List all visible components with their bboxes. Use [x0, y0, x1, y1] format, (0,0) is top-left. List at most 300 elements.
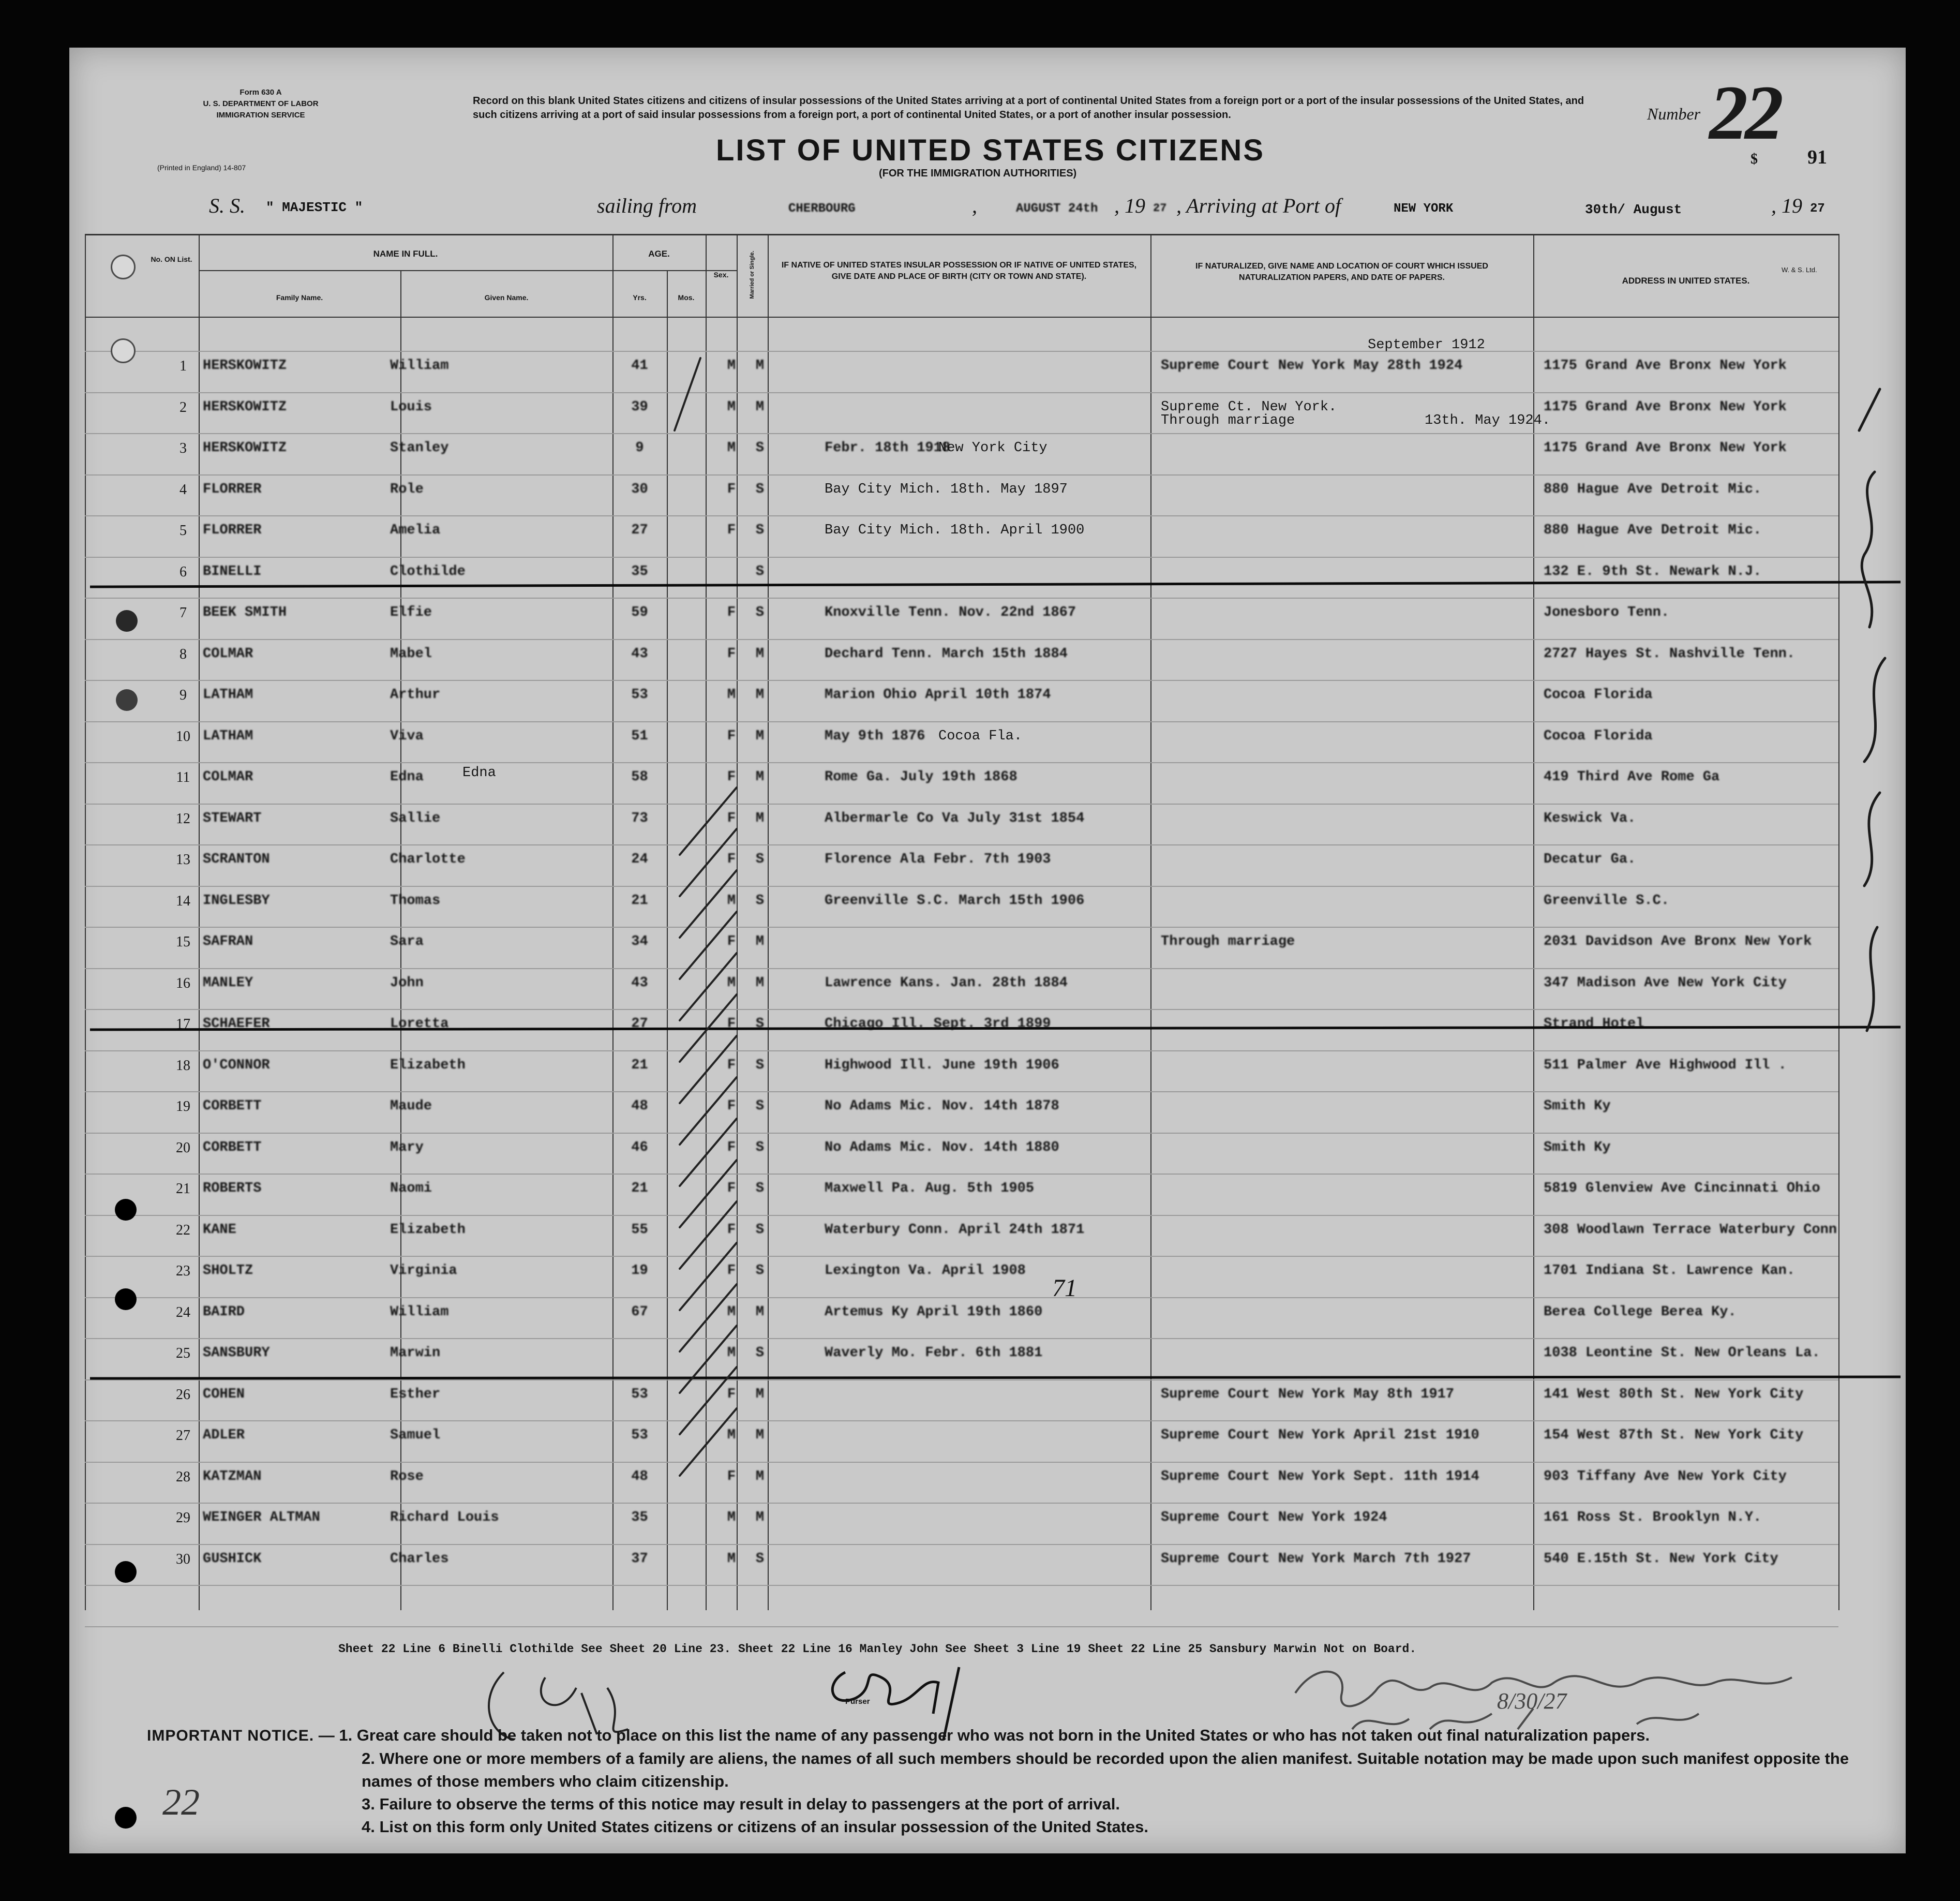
given-name: Viva: [390, 728, 424, 744]
address: 308 Woodlawn Terrace Waterbury Conn: [1544, 1222, 1837, 1238]
married-or-single: S: [755, 1263, 765, 1279]
married-or-single: S: [755, 1016, 765, 1032]
row-number: 23: [176, 1263, 190, 1279]
record-instructions: Record on this blank United States citizens and citizens of insular possessions of the United States arriving at a port of continental United States from a foreign port or a port of the insular possessions of the United States, and such citizens arriving at a port of said insular possessions from a foreign port, a port of continental United States, or a port of another insular possession.: [473, 95, 1584, 121]
arriving-label: , Arriving at Port of: [1176, 194, 1341, 217]
birth-info: No Adams Mic. Nov. 14th 1880: [825, 1139, 1059, 1155]
table-row: [69, 1498, 1906, 1539]
sex: F: [727, 1222, 736, 1238]
given-name: Samuel: [390, 1428, 441, 1443]
family-name: LATHAM: [203, 687, 253, 703]
married-or-single: S: [755, 1139, 765, 1155]
age-years: 39: [631, 399, 648, 415]
row-number: 12: [176, 810, 190, 827]
birth-info: Dechard Tenn. March 15th 1884: [825, 646, 1068, 662]
family-name: KANE: [203, 1222, 236, 1238]
row-grid-line: [85, 1626, 1838, 1627]
row-number: 10: [176, 728, 190, 745]
family-name: KATZMAN: [203, 1468, 262, 1484]
address: 154 West 87th St. New York City: [1544, 1428, 1804, 1443]
table-row: [69, 799, 1906, 840]
table-row: [69, 758, 1906, 799]
row-number: 17: [176, 1016, 190, 1032]
punch-hole-4: [116, 689, 138, 711]
sex: F: [727, 810, 736, 826]
header-bottom-rule: [85, 317, 1838, 318]
birth-info: Waterbury Conn. April 24th 1871: [825, 1222, 1085, 1238]
sex: F: [727, 1468, 736, 1484]
row-number: 8: [179, 646, 187, 662]
printer-mark: W. & S. Ltd.: [1782, 266, 1817, 274]
row-number: 5: [179, 523, 187, 539]
family-name: FLORRER: [203, 481, 262, 497]
address: 347 Madison Ave New York City: [1544, 975, 1787, 991]
married-or-single: S: [755, 523, 765, 538]
row22-annotation: 71: [1052, 1274, 1077, 1302]
given-name: Mabel: [390, 646, 432, 662]
naturalization-info: Supreme Ct. New York.: [1161, 399, 1337, 415]
birth-info: Lexington Va. April 1908: [825, 1263, 1026, 1279]
address: Berea College Berea Ky.: [1544, 1304, 1737, 1320]
sex: M: [727, 440, 736, 456]
sex: F: [727, 646, 736, 662]
address: 141 West 80th St. New York City: [1544, 1386, 1804, 1402]
row-number: 13: [176, 852, 190, 868]
birth-info: Highwood Ill. June 19th 1906: [825, 1057, 1059, 1073]
given-name: Amelia: [390, 523, 441, 538]
sex: F: [727, 523, 736, 538]
row-number: 3: [179, 440, 187, 456]
family-name: COLMAR: [203, 646, 253, 662]
address: 419 Third Ave Rome Ga: [1544, 769, 1720, 785]
table-row: [69, 676, 1906, 717]
given-name: Arthur: [390, 687, 441, 703]
col-header-address: ADDRESS IN UNITED STATES.: [1622, 276, 1750, 286]
punch-hole-6: [115, 1288, 137, 1310]
purser-label: Purser: [845, 1697, 870, 1706]
age-years: 21: [631, 893, 648, 909]
notice-item-2: 2. Where one or more members of a family are aliens, the names of all such members should be recorded upon the alien manifest. Suitable notation may be made upon such manifest opposite the names of those members who claim citizenship.: [362, 1749, 1849, 1790]
married-or-single: M: [755, 975, 765, 991]
row-number: 24: [176, 1304, 190, 1320]
age-years: 9: [635, 440, 644, 456]
table-row: [69, 1458, 1906, 1498]
given-name: Naomi: [390, 1181, 432, 1196]
row-number: 27: [176, 1428, 190, 1444]
age-years: 53: [631, 1386, 648, 1402]
family-name: HERSKOWITZ: [203, 399, 287, 415]
married-or-single: S: [755, 1222, 765, 1238]
address: 903 Tiffany Ave New York City: [1544, 1468, 1787, 1484]
address: Decatur Ga.: [1544, 852, 1636, 867]
year-prefix: , 19: [1114, 194, 1145, 217]
family-name: SHOLTZ: [203, 1263, 253, 1279]
given-name: Elfie: [390, 605, 432, 620]
table-row: [69, 429, 1906, 470]
row-number: 25: [176, 1345, 190, 1361]
sex: M: [727, 687, 736, 703]
sex: M: [727, 1304, 736, 1320]
sex: M: [727, 399, 736, 415]
age-years: 41: [631, 358, 648, 374]
notice-item-4: 4. List on this form only United States citizens or citizens of an insular possession of the United States.: [362, 1818, 1148, 1836]
given-name: John: [390, 975, 424, 991]
married-or-single: M: [755, 769, 765, 785]
table-row: [69, 511, 1906, 552]
age-years: 48: [631, 1468, 648, 1484]
age-years: 48: [631, 1098, 648, 1114]
naturalization-info: Supreme Court New York April 21st 1910: [1161, 1428, 1479, 1443]
age-years: 35: [631, 563, 648, 580]
age-years: 59: [631, 605, 648, 620]
service: IMMIGRATION SERVICE: [216, 111, 305, 120]
sex: M: [727, 358, 736, 374]
naturalization-info: Supreme Court New York May 8th 1917: [1161, 1386, 1455, 1402]
page-subtitle: (FOR THE IMMIGRATION AUTHORITIES): [879, 168, 1077, 179]
check-marks: [659, 337, 773, 1631]
row-number: 6: [179, 563, 187, 580]
col-header-given: Given Name.: [484, 293, 529, 302]
col-header-naturalized: IF NATURALIZED, GIVE NAME AND LOCATION OF COURT WHICH ISSUED NATURALIZATION PAPERS, AND DATE OF PAPERS.: [1195, 262, 1488, 282]
family-name: O'CONNOR: [203, 1057, 270, 1073]
birth-info: Rome Ga. July 19th 1868: [825, 769, 1018, 785]
row-number: 1: [179, 358, 187, 374]
birth-info: Albermarle Co Va July 31st 1854: [825, 810, 1085, 826]
family-name: CORBETT: [203, 1098, 262, 1114]
sex: M: [727, 1428, 736, 1443]
given-name: Elizabeth: [390, 1057, 466, 1073]
age-years: 27: [631, 1016, 648, 1032]
address: 1175 Grand Ave Bronx New York: [1544, 358, 1787, 374]
given-name: Elizabeth: [390, 1222, 466, 1238]
table-row: [69, 1293, 1906, 1334]
given-name: Maude: [390, 1098, 432, 1114]
notice-item-1: 1. Great care should be taken not to place on this list the name of any passenger who was not born in the United States or who has not taken out final naturalization papers.: [339, 1726, 1650, 1744]
table-row: [69, 1375, 1906, 1416]
age-years: 30: [631, 481, 648, 497]
birth-info: Florence Ala Febr. 7th 1903: [825, 852, 1051, 867]
married-or-single: S: [755, 893, 765, 909]
notice-label: IMPORTANT NOTICE.: [147, 1727, 315, 1744]
family-name: BINELLI: [203, 563, 262, 580]
bottom-left-annotation: 22: [162, 1781, 200, 1823]
birth-info: Lawrence Kans. Jan. 28th 1884: [825, 975, 1068, 991]
port-to: NEW YORK: [1394, 202, 1454, 216]
sex: F: [727, 1057, 736, 1073]
punch-hole-5: [115, 1199, 137, 1221]
row-number: 15: [176, 934, 190, 950]
row-number: 19: [176, 1098, 190, 1115]
form-header: [173, 87, 349, 121]
table-row: [69, 635, 1906, 676]
married-or-single: M: [755, 1428, 765, 1443]
given-name: Thomas: [390, 893, 441, 909]
given-name: Richard Louis: [390, 1510, 499, 1525]
address: Smith Ky: [1544, 1139, 1611, 1155]
sex: F: [727, 1181, 736, 1196]
table-row: [69, 717, 1906, 758]
nat3-note: 13th. May 1924.: [1425, 412, 1551, 428]
sex: F: [727, 1139, 736, 1155]
address: Strand Hotel: [1544, 1016, 1644, 1032]
address: 540 E.15th St. New York City: [1544, 1551, 1778, 1567]
col-header-no: No. ON List.: [151, 255, 192, 263]
birth-info: Bay City Mich. 18th. May 1897: [825, 481, 1068, 497]
married-or-single: S: [755, 1345, 765, 1361]
department: U. S. DEPARTMENT OF LABOR: [203, 99, 319, 108]
married-or-single: S: [755, 440, 765, 456]
birth-info: Febr. 18th 1918: [825, 440, 951, 456]
punch-hole-3: [116, 610, 138, 632]
row-number: 21: [176, 1181, 190, 1197]
given-name: Marwin: [390, 1345, 441, 1361]
married-or-single: M: [755, 1386, 765, 1402]
row-number: 16: [176, 975, 190, 991]
given-name: Stanley: [390, 440, 449, 456]
address: Jonesboro Tenn.: [1544, 605, 1670, 620]
birth-info: Waverly Mo. Febr. 6th 1881: [825, 1345, 1043, 1361]
birth-info: Chicago Ill. Sept. 3rd 1899: [825, 1016, 1051, 1032]
table-row: [69, 337, 1906, 388]
address: 1175 Grand Ave Bronx New York: [1544, 440, 1787, 456]
col-header-married: Married or Single.: [749, 250, 755, 299]
sex: M: [727, 893, 736, 909]
table-row: [69, 1128, 1906, 1169]
married-or-single: S: [755, 1181, 765, 1196]
given-name: Clothilde: [390, 563, 466, 580]
address: 1175 Grand Ave Bronx New York: [1544, 399, 1787, 415]
sheet-number: 22: [1709, 70, 1781, 156]
married-or-single: S: [755, 481, 765, 497]
age-years: 55: [631, 1222, 648, 1238]
row-number: 29: [176, 1510, 190, 1526]
table-row: [69, 593, 1906, 634]
table-row: [69, 1087, 1906, 1128]
given-name: Esther: [390, 1386, 441, 1402]
table-row: [69, 1334, 1906, 1375]
row-number: 9: [179, 687, 187, 703]
given-name: Charles: [390, 1551, 449, 1567]
married-or-single: M: [755, 810, 765, 826]
row-number: 18: [176, 1057, 190, 1074]
date-from: AUGUST 24th: [1016, 202, 1098, 216]
sex: M: [727, 975, 736, 991]
family-name: ROBERTS: [203, 1181, 262, 1196]
family-name: WEINGER ALTMAN: [203, 1510, 320, 1525]
address: 880 Hague Ave Detroit Mic.: [1544, 523, 1762, 538]
given-name: William: [390, 358, 449, 374]
sex: F: [727, 769, 736, 785]
table-row: [69, 470, 1906, 511]
important-notice: IMPORTANT NOTICE. — 1. Great care should be taken not to place on this list the name of any passenger who was not born in the United States or who has not taken out final naturalization papers. 2. Where one or more members of a family are aliens, the names of all such members should be recorded upon the alien manifest. Suitable notation may be made upon such manifest opposite the names of those members who claim citizenship. 3. Failure to observe the terms of this notice may result in delay to passengers at the port of arrival. 4. List on this form only United States citizens or citizens of an insular possession of the United States.: [147, 1724, 1901, 1838]
family-name: SAFRAN: [203, 934, 253, 949]
family-name: ADLER: [203, 1428, 245, 1443]
footnote: Sheet 22 Line 6 Binelli Clothilde See Sheet 20 Line 23. Sheet 22 Line 16 Manley John See Sheet 3 Line 19 Sheet 22 Line 25 Sansbury Marwin Not on Board.: [338, 1642, 1417, 1656]
row-grid-line: [85, 1585, 1838, 1586]
given-name: Sara: [390, 934, 424, 949]
married-or-single: S: [755, 1057, 765, 1073]
col-header-birth: IF NATIVE OF UNITED STATES INSULAR POSSESSION OR IF NATIVE OF UNITED STATES, GIVE DATE AND PLACE OF BIRTH (CITY OR TOWN AND STATE).: [781, 261, 1137, 281]
married-or-single: S: [755, 1551, 765, 1567]
age-years: 73: [631, 810, 648, 826]
family-name: MANLEY: [203, 975, 253, 991]
birth-info: Greenville S.C. March 15th 1906: [825, 893, 1085, 909]
port-from: CHERBOURG: [788, 202, 856, 216]
given-name: William: [390, 1304, 449, 1320]
year-from: 27: [1153, 202, 1167, 215]
given-note-note: Edna: [462, 765, 496, 781]
table-row: [69, 1005, 1906, 1046]
row-number: 4: [179, 481, 187, 498]
age-years: 58: [631, 769, 648, 785]
naturalization-info: Through marriage: [1161, 934, 1295, 949]
age-years: 34: [631, 934, 648, 949]
birth-info: Marion Ohio April 10th 1874: [825, 687, 1051, 703]
table-row: [69, 1169, 1906, 1210]
married-or-single: M: [755, 934, 765, 949]
punch-hole-2: [111, 338, 136, 363]
married-or-single: M: [755, 687, 765, 703]
family-name: FLORRER: [203, 523, 262, 538]
family-name: COLMAR: [203, 769, 253, 785]
given-name: Louis: [390, 399, 432, 415]
punch-hole-7: [115, 1561, 137, 1583]
year-to: 27: [1810, 202, 1825, 216]
age-years: 21: [631, 1057, 648, 1073]
table-row: [69, 882, 1906, 923]
row-number: 2: [179, 399, 187, 415]
family-name: BEEK SMITH: [203, 605, 287, 620]
given-name: Edna: [390, 769, 424, 785]
nat-above-note: September 1912: [1368, 337, 1485, 353]
nat2-note: Through marriage: [1161, 412, 1295, 428]
address: Cocoa Florida: [1544, 687, 1653, 703]
col-header-family: Family Name.: [276, 293, 323, 302]
birth2-note: New York City: [938, 440, 1048, 456]
sex: F: [727, 852, 736, 867]
address: Smith Ky: [1544, 1098, 1611, 1114]
address: Keswick Va.: [1544, 810, 1636, 826]
table-row: [69, 1416, 1906, 1457]
married-or-single: S: [755, 605, 765, 620]
address: 1038 Leontine St. New Orleans La.: [1544, 1345, 1820, 1361]
manifest-sheet: [69, 48, 1906, 1853]
married-or-single: M: [755, 1468, 765, 1484]
address: 2727 Hayes St. Nashville Tenn.: [1544, 646, 1796, 662]
table-top-rule: [85, 234, 1838, 235]
number-label: Number: [1647, 105, 1701, 123]
punch-hole-8: [115, 1807, 137, 1829]
family-name: INGLESBY: [203, 893, 270, 909]
page-title: LIST OF UNITED STATES CITIZENS: [716, 133, 1265, 167]
family-name: SCHAEFER: [203, 1016, 270, 1032]
married-or-single: M: [755, 728, 765, 744]
birth-info: Maxwell Pa. Aug. 5th 1905: [825, 1181, 1035, 1196]
age-years: 21: [631, 1181, 648, 1196]
year-prefix-2: , 19: [1771, 194, 1802, 217]
stamp-91: 91: [1807, 146, 1827, 168]
family-name: GUSHICK: [203, 1551, 262, 1567]
birth2-note: Cocoa Fla.: [938, 728, 1023, 744]
row-number: 11: [176, 769, 190, 785]
family-name: BAIRD: [203, 1304, 245, 1320]
age-years: 51: [631, 728, 648, 744]
given-name: Virginia: [390, 1263, 457, 1279]
row-number: 7: [179, 605, 187, 621]
inspector-date: 8/30/27: [1497, 1688, 1567, 1714]
table-row: [69, 840, 1906, 881]
row-number: 26: [176, 1386, 190, 1403]
address: 511 Palmer Ave Highwood Ill .: [1544, 1057, 1787, 1073]
sex: F: [727, 605, 736, 620]
sex: F: [727, 481, 736, 497]
col-header-yrs: Yrs.: [633, 293, 647, 302]
comma-1: ,: [972, 194, 977, 217]
notice-item-3: 3. Failure to observe the terms of this notice may result in delay to passengers at the port of arrival.: [362, 1795, 1120, 1813]
age-years: 43: [631, 975, 648, 991]
date-to: 30th/ August: [1585, 202, 1682, 217]
form-number: Form 630 A: [240, 88, 282, 97]
married-or-single: S: [755, 1098, 765, 1114]
row-number: 14: [176, 893, 190, 909]
table-row: [69, 388, 1906, 429]
naturalization-info: Supreme Court New York March 7th 1927: [1161, 1551, 1471, 1567]
row-number: 22: [176, 1222, 190, 1238]
naturalization-info: Supreme Court New York May 28th 1924: [1161, 358, 1463, 374]
family-name: SANSBURY: [203, 1345, 270, 1361]
naturalization-info: Supreme Court New York Sept. 11th 1914: [1161, 1468, 1479, 1484]
table-row: [69, 923, 1906, 963]
age-years: 27: [631, 523, 648, 538]
family-name: CORBETT: [203, 1139, 262, 1155]
address: 161 Ross St. Brooklyn N.Y.: [1544, 1510, 1762, 1525]
married-or-single: M: [755, 358, 765, 374]
col-header-age: AGE.: [648, 249, 670, 259]
sex: M: [727, 1510, 736, 1525]
married-or-single: S: [755, 852, 765, 867]
address: Greenville S.C.: [1544, 893, 1670, 909]
address: 1701 Indiana St. Lawrence Kan.: [1544, 1263, 1796, 1279]
row-number: 20: [176, 1139, 190, 1156]
sex: M: [727, 1551, 736, 1567]
age-years: 53: [631, 687, 648, 703]
address: 5819 Glenview Ave Cincinnati Ohio: [1544, 1181, 1820, 1196]
naturalization-info: Supreme Court New York 1924: [1161, 1510, 1387, 1525]
table-row: [69, 1211, 1906, 1252]
given-name: Loretta: [390, 1016, 449, 1032]
family-name: HERSKOWITZ: [203, 358, 287, 374]
married-or-single: M: [755, 1304, 765, 1320]
birth-info: Knoxville Tenn. Nov. 22nd 1867: [825, 605, 1076, 620]
row-number: 28: [176, 1468, 190, 1485]
family-name: LATHAM: [203, 728, 253, 744]
age-years: 46: [631, 1139, 648, 1155]
address: Cocoa Florida: [1544, 728, 1653, 744]
family-name: SCRANTON: [203, 852, 270, 867]
birth-info: May 9th 1876: [825, 728, 925, 744]
birth-info: Artemus Ky April 19th 1860: [825, 1304, 1043, 1320]
married-or-single: M: [755, 646, 765, 662]
address: 2031 Davidson Ave Bronx New York: [1544, 934, 1812, 949]
age-years: 35: [631, 1510, 648, 1525]
married-or-single: S: [755, 563, 765, 580]
col-header-sex: Sex.: [713, 271, 729, 279]
married-or-single: M: [755, 1510, 765, 1525]
row-number: 30: [176, 1551, 190, 1567]
sailing-label: sailing from: [597, 194, 697, 217]
sex: F: [727, 934, 736, 949]
family-name: HERSKOWITZ: [203, 440, 287, 456]
